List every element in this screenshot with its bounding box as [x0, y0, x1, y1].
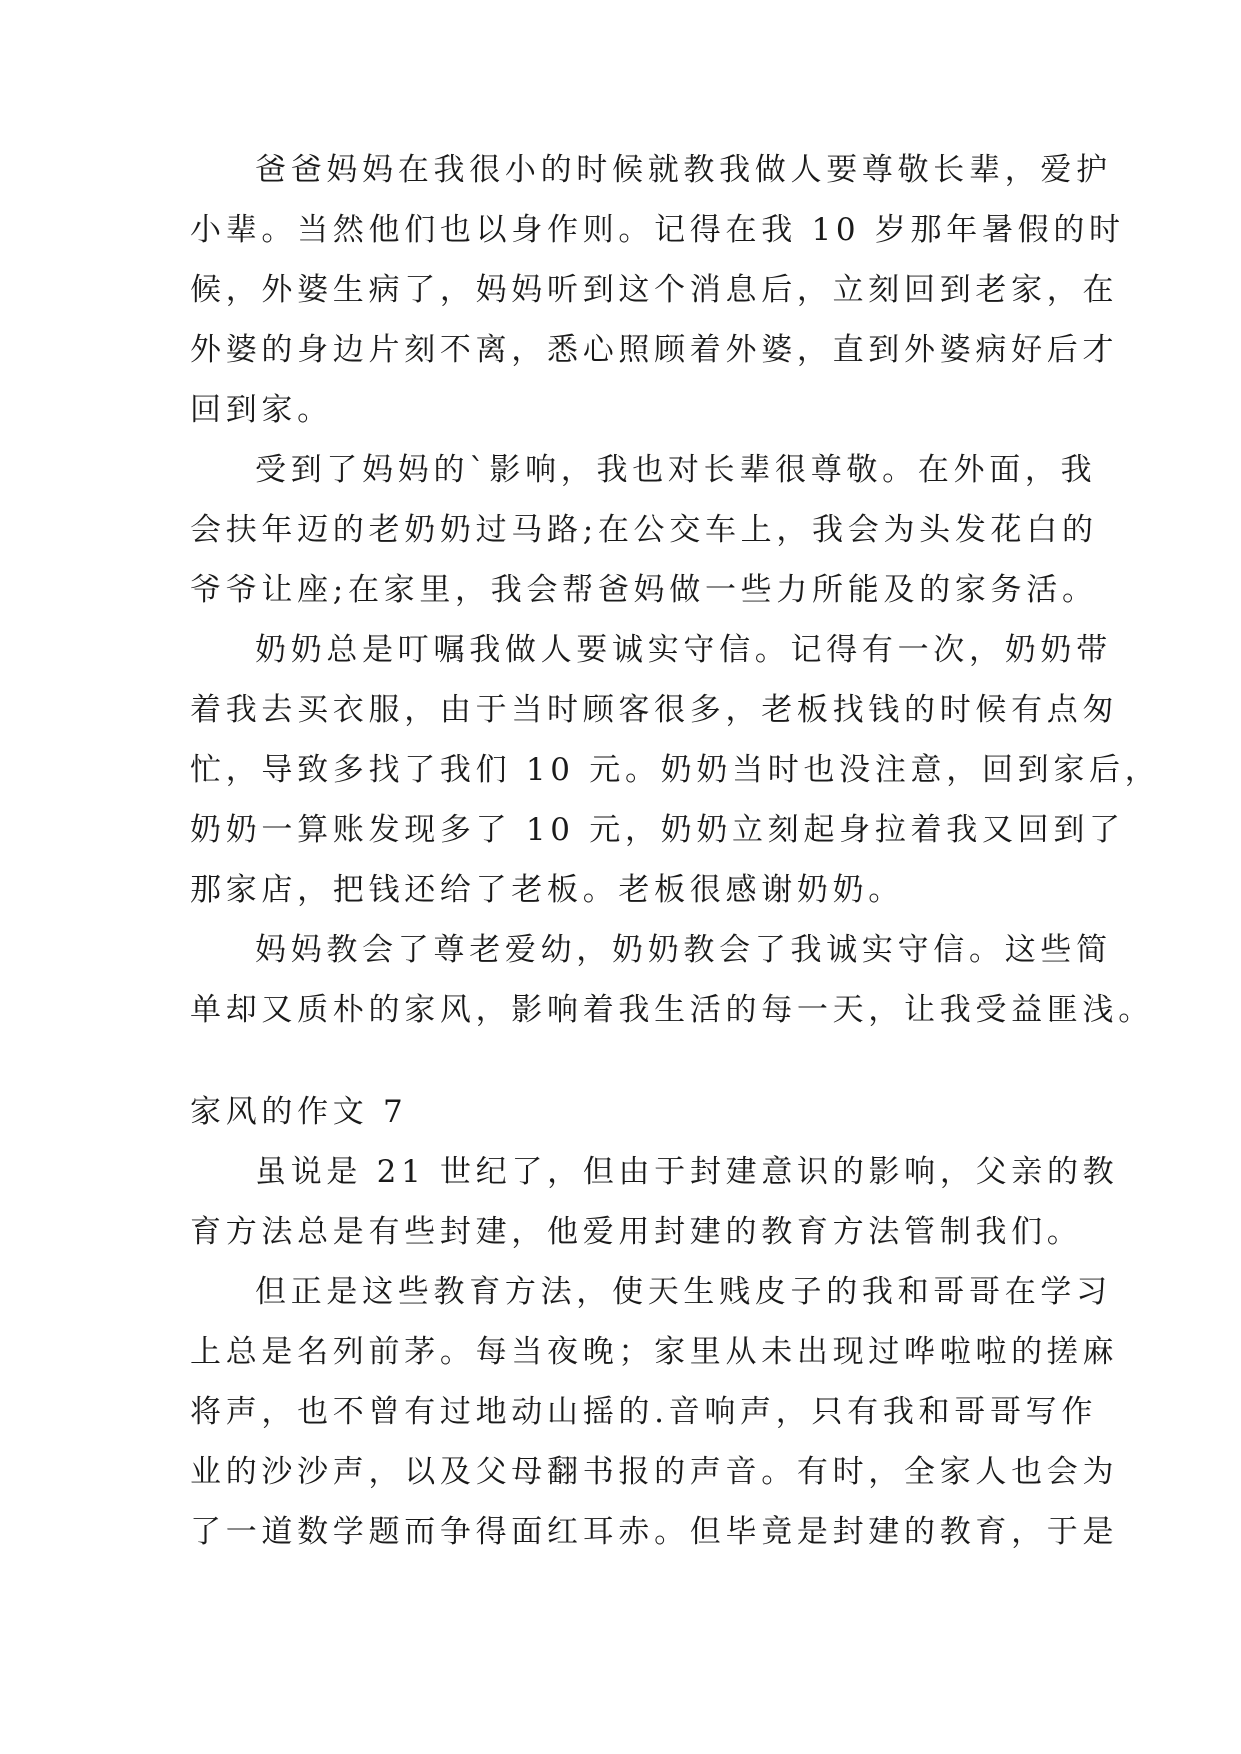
paragraph-line: 妈妈教会了尊老爱幼，奶奶教会了我诚实守信。这些简: [255, 932, 1112, 968]
paragraph-line: 外婆的身边片刻不离，悉心照顾着外婆，直到外婆病好后才: [190, 332, 1119, 368]
paragraph-line: 将声，也不曾有过地动山摇的.音响声，只有我和哥哥写作: [190, 1394, 1098, 1430]
paragraph-line: 会扶年迈的老奶奶过马路;在公交车上，我会为头发花白的: [190, 512, 1098, 548]
paragraph-line: 回到家。: [190, 392, 333, 428]
paragraph-line: 单却又质朴的家风，影响着我生活的每一天，让我受益匪浅。: [190, 992, 1154, 1028]
paragraph-line: 上总是名列前茅。每当夜晚；家里从未出现过哗啦啦的搓麻: [190, 1334, 1119, 1370]
section-title: 家风的作文 7: [190, 1094, 408, 1130]
paragraph-line: 奶奶一算账发现多了 10 元，奶奶立刻起身拉着我又回到了: [190, 812, 1125, 848]
paragraph-line: 那家店，把钱还给了老板。老板很感谢奶奶。: [190, 872, 904, 908]
paragraph-line: 爸爸妈妈在我很小的时候就教我做人要尊敬长辈，爱护: [255, 152, 1112, 188]
paragraph-line: 业的沙沙声，以及父母翻书报的声音。有时，全家人也会为: [190, 1454, 1119, 1490]
paragraph-line: 小辈。当然他们也以身作则。记得在我 10 岁那年暑假的时: [190, 212, 1125, 248]
paragraph-line: 爷爷让座;在家里，我会帮爸妈做一些力所能及的家务活。: [190, 572, 1098, 608]
paragraph-line: 奶奶总是叮嘱我做人要诚实守信。记得有一次，奶奶带: [255, 632, 1112, 668]
paragraph-line: 着我去买衣服，由于当时顾客很多，老板找钱的时候有点匆: [190, 692, 1119, 728]
paragraph-line: 但正是这些教育方法，使天生贱皮子的我和哥哥在学习: [255, 1274, 1112, 1310]
paragraph-line: 受到了妈妈的`影响，我也对长辈很尊敬。在外面，我: [255, 452, 1097, 488]
paragraph-line: 候，外婆生病了，妈妈听到这个消息后，立刻回到老家，在: [190, 272, 1119, 308]
paragraph-line: 虽说是 21 世纪了，但由于封建意识的影响，父亲的教: [255, 1154, 1119, 1190]
paragraph-line: 了一道数学题而争得面红耳赤。但毕竟是封建的教育，于是: [190, 1514, 1119, 1550]
paragraph-line: 忙，导致多找了我们 10 元。奶奶当时也没注意，回到家后，: [190, 752, 1161, 788]
paragraph-line: 育方法总是有些封建，他爱用封建的教育方法管制我们。: [190, 1214, 1083, 1250]
